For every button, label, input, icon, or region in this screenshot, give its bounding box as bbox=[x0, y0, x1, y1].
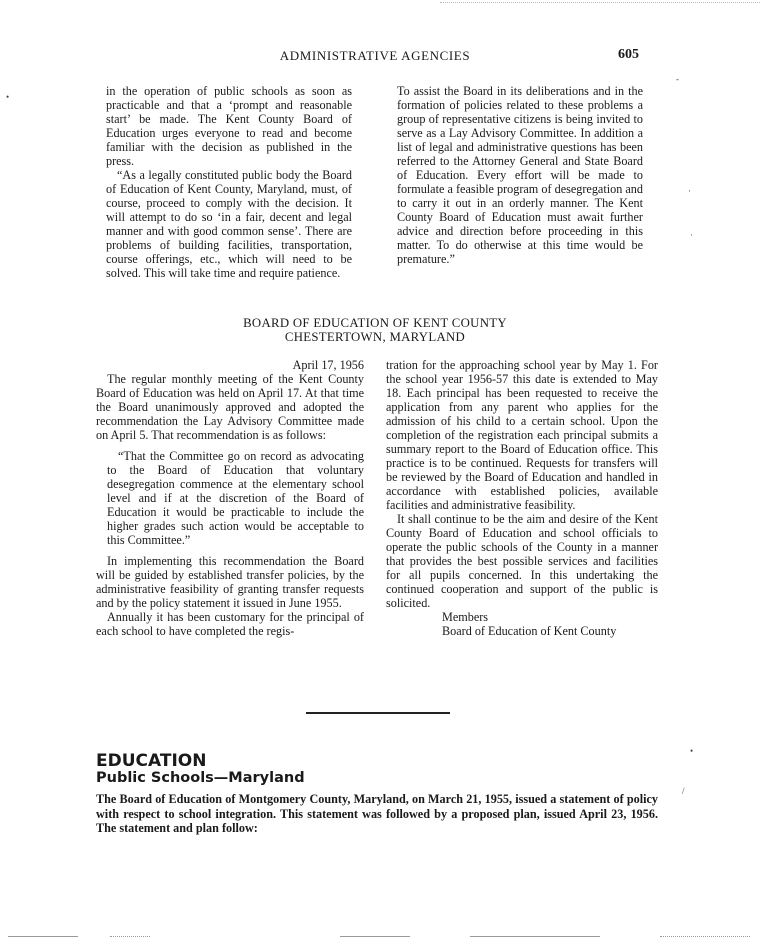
page-number: 605 bbox=[618, 47, 639, 62]
paragraph: “As a legally constituted public body the Board of Education of Kent County, Maryland, must, of course, proceed to comply with the decision. It will attempt to do so ‘in a fair, decent and legal manner and with good common sense’. There are problems of building facilities, transportation, course offerings, etc., which will need to be solved. This will take time and require patience. bbox=[106, 168, 352, 280]
scan-dotted-edge bbox=[440, 2, 760, 3]
scan-speck: · bbox=[690, 230, 693, 240]
letter-date: April 17, 1956 bbox=[292, 358, 364, 372]
paragraph: Annually it has been customary for the principal of each school to have completed the regis- bbox=[96, 610, 364, 638]
board-left-column bbox=[96, 358, 364, 638]
paragraph: tration for the approaching school year by May 1. For the school year 1956-57 this date is extended to May 18. Each principal has been requested to receive the application from any parent who applies for the admission of his child to a certain school. Upon the completion of the registration each principal submits a summary report to the Board of Education office. This practice is to be continued. Requests for transfers will be reviewed by the Board of Education and handled in accordance with established policies, available facilities and administrative feasibility. bbox=[386, 358, 658, 512]
scan-speck: - bbox=[676, 74, 679, 84]
section-title: EDUCATION bbox=[96, 751, 207, 771]
scan-speck: • bbox=[6, 92, 10, 102]
section-subtitle: Public Schools—Maryland bbox=[96, 770, 305, 786]
heading-line: BOARD OF EDUCATION OF KENT COUNTY bbox=[243, 316, 507, 330]
paragraph: The regular monthly meeting of the Kent County Board of Education was held on April 17. At that time the Board unanimously approved and adopted the recommendation the Lay Advisory Committee made on April 5. That recommendation is as follows: bbox=[96, 372, 364, 442]
paragraph: In implementing this recommendation the Board will be guided by established transfer policies, by the administrative feasibility of granting transfer requests and by the policy statement it issued in June 1955. bbox=[96, 554, 364, 610]
scan-edge-line bbox=[110, 936, 150, 937]
scan-speck: • bbox=[690, 746, 694, 756]
heading-line: CHESTERTOWN, MARYLAND bbox=[284, 330, 466, 344]
scan-edge-line bbox=[470, 936, 600, 937]
scan-speck: · bbox=[688, 186, 691, 196]
scan-edge-line bbox=[660, 936, 750, 937]
top-right-column bbox=[397, 84, 643, 266]
signature-board: Board of Education of Kent County bbox=[442, 624, 617, 638]
scan-speck: / bbox=[682, 786, 685, 796]
section-intro: The Board of Education of Montgomery County, Maryland, on March 21, 1955, issued a statement of policy with respect to school integration. This statement was followed by a proposed plan, issued April 23, 1956. The statement and plan follow: bbox=[96, 792, 658, 835]
board-section-heading bbox=[150, 316, 600, 344]
committee-quote: “That the Committee go on record as advocating to the Board of Education that voluntary desegregation commence at the elementary school level and if at the discretion of the Board of Education it would be practicable to include the higher grades such action would be acceptable to this Committee.” bbox=[107, 449, 364, 547]
paragraph: in the operation of public schools as soon as practicable and that a ‘prompt and reasonable start’ be made. The Kent County Board of Education urges everyone to read and become familiar with the decision as published in the press. bbox=[106, 84, 352, 168]
board-right-column bbox=[386, 358, 658, 638]
section-divider bbox=[306, 712, 450, 714]
signature-members: Members bbox=[442, 610, 489, 624]
top-left-column bbox=[106, 84, 352, 280]
running-header: ADMINISTRATIVE AGENCIES bbox=[279, 48, 471, 63]
paragraph: To assist the Board in its deliberations and in the formation of policies related to these problems a group of representative citizens is being invited to serve as a Lay Advisory Committee. In addition a list of legal and administrative questions has been referred to the Attorney General and State Board of Education. Every effort will be made to formulate a feasible program of desegregation and to carry it out in an orderly manner. The Kent County Board of Education must await further advice and direction before proceeding in this matter. To do otherwise at this time would be premature.” bbox=[397, 84, 643, 266]
scan-edge-line bbox=[340, 936, 410, 937]
scan-edge-line bbox=[8, 936, 78, 937]
paragraph: It shall continue to be the aim and desire of the Kent County Board of Education and school officials to operate the public schools of the County in a manner that provides the best possible services and facilities for all pupils concerned. In this undertaking the continued cooperation and support of the public is solicited. bbox=[386, 512, 658, 610]
